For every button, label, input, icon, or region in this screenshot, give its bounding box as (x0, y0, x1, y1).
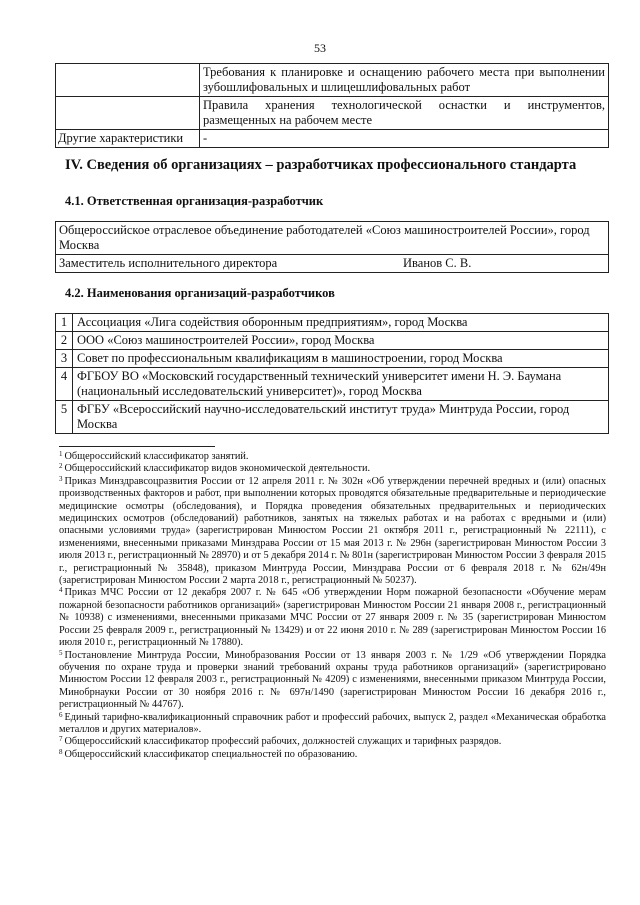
table-row (56, 255, 609, 273)
footnote-mark: 8 (59, 747, 63, 756)
footnote (59, 749, 606, 761)
footnote (59, 476, 606, 588)
footnote (59, 463, 606, 475)
developer-number: 3 (56, 350, 73, 368)
page-number: 53 (314, 41, 326, 55)
developer-number: 2 (56, 332, 73, 350)
director-row (56, 255, 609, 273)
footnote-text: Общероссийский классификатор занятий. (64, 451, 249, 462)
footnote-text: Постановление Минтруда России, Минобразования России от 13 января 2003 г. № 1/29 «Об утверждении Порядка обучения по охране труда и проверки знаний требований охраны труда работников организаций» (зарегистрировано Минюстом России 12 февраля 2003 г., регистрационный № 4209) с изменениями, внесенными приказом Минтруда России, Минобрнауки России от 30 ноября 2016 г. № 697н/1490 (зарегистрирован Минюстом России 16 декабря 2016 г., регистрационный № 44767). (59, 649, 606, 711)
footnote-text: Приказ Минздравсоцразвития России от 12 апреля 2011 г. № 302н «Об утверждении перечней вредных и (или) опасных производственных факторов и работ, при выполнении которых проводятся обязательные предварительные и периодические медицинские осмотры (обследования), и Порядка проведения обязательных предварительных и периодических медицинских осмотров (обследований) работников, занятых на тяжелых работах и на работах с вредными и (или) опасными условиями труда» (зарегистрирован Минюстом России 21 октября 2011 г., регистрационный № 22111), с изменениями, внесенными приказами Минздрава России от 15 мая 2013 г. № 296н (зарегистрирован Минюстом России 3 июля 2013 г., регистрационный № 28970) и от 5 декабря 2014 г. № 801н (зарегистрирован Минюстом России 3 февраля 2015 г., регистрационный № 35848), приказом Минтруда России, Минздрава России от 6 февраля 2018 г. № 62н/49н (зарегистрирован Минюстом России 2 марта 2018 г., регистрационный № 50237). (59, 475, 606, 587)
footnote (59, 712, 606, 737)
row-label: Другие характеристики (56, 130, 200, 148)
developer-number: 5 (56, 401, 73, 434)
footnote-mark: 4 (59, 586, 63, 595)
developer-name: Ассоциация «Лига содействия оборонным предприятиям», город Москва (73, 314, 609, 332)
footnote-mark: 6 (59, 710, 63, 719)
responsible-org-table (55, 221, 609, 273)
footnote-mark: 1 (59, 450, 63, 458)
footnote (59, 736, 606, 748)
footnote-text: Единый тарифно-квалификационный справочник работ и профессий рабочих, выпуск 2, раздел «Механическая обработка металлов и других материалов». (59, 711, 606, 735)
row-value: - (200, 130, 609, 148)
footnote-mark: 2 (59, 462, 63, 471)
developer-number: 1 (56, 314, 73, 332)
row-value: Правила хранения технологической оснастки и инструментов, размещенных на рабочем месте (200, 97, 609, 130)
row-value: Требования к планировке и оснащению рабочего места при выполнении зубошлифовальных и шлицешлифовальных работ (200, 64, 609, 97)
responsible-org-heading: 4.1. Ответственная организация-разработчик (65, 194, 324, 208)
footnote (59, 650, 606, 712)
footnote-text: Общероссийский классификатор специальностей по образованию. (64, 748, 358, 760)
table-row (56, 401, 609, 434)
footnote-divider (59, 446, 215, 447)
footnote-mark: 7 (59, 735, 63, 744)
table-row (56, 314, 609, 332)
table-row (56, 222, 609, 255)
footnote-mark: 3 (59, 474, 63, 483)
table-row (56, 97, 609, 130)
footnote-text: Общероссийский классификатор видов экономической деятельности. (64, 463, 371, 475)
characteristics-table (55, 63, 609, 148)
director-position: Заместитель исполнительного директора (59, 256, 278, 270)
table-row (56, 332, 609, 350)
row-label (56, 97, 200, 130)
developer-name: Совет по профессиональным квалификациям в машиностроении, город Москва (73, 350, 609, 368)
developer-name: ФГБОУ ВО «Московский государственный технический университет имени Н. Э. Баумана (национальный исследовательский университет)», город Москва (73, 368, 609, 401)
section-title: IV. Сведения об организациях – разработчиках профессионального стандарта (65, 157, 577, 173)
responsible-org-name: Общероссийское отраслевое объединение работодателей «Союз машиностроителей России», город Москва (56, 222, 609, 255)
table-row (56, 64, 609, 97)
footnote (59, 451, 606, 463)
developers-heading: 4.2. Наименования организаций-разработчиков (65, 286, 335, 300)
table-row (56, 350, 609, 368)
director-name: Иванов С. В. (403, 256, 472, 270)
footnote (59, 587, 606, 649)
footnotes (59, 451, 606, 761)
developer-number: 4 (56, 368, 73, 401)
table-row (56, 368, 609, 401)
table-row (56, 130, 609, 148)
developer-name: ООО «Союз машиностроителей России», город Москва (73, 332, 609, 350)
row-label (56, 64, 200, 97)
footnote-text: Приказ МЧС России от 12 декабря 2007 г. № 645 «Об утверждении Норм пожарной безопасности «Обучение мерам пожарной безопасности работников организаций» (зарегистрирован Минюстом России 21 января 2008 г., регистрационный № 10938) с изменениями, внесенными приказами МЧС России от 27 января 2009 г. № 35 (зарегистрирован Минюстом России 25 февраля 2009 г., регистрационный № 13429) и от 22 июня 2010 г. № 289 (зарегистрирован Минюстом России 16 июля 2010 г., регистрационный № 17880). (59, 587, 606, 649)
footnote-mark: 5 (59, 648, 63, 657)
developers-table (55, 313, 609, 434)
footnote-text: Общероссийский классификатор профессий рабочих, должностей служащих и тарифных разрядов. (64, 736, 502, 748)
developer-name: ФГБУ «Всероссийский научно-исследовательский институт труда» Минтруда России, город Москва (73, 401, 609, 434)
